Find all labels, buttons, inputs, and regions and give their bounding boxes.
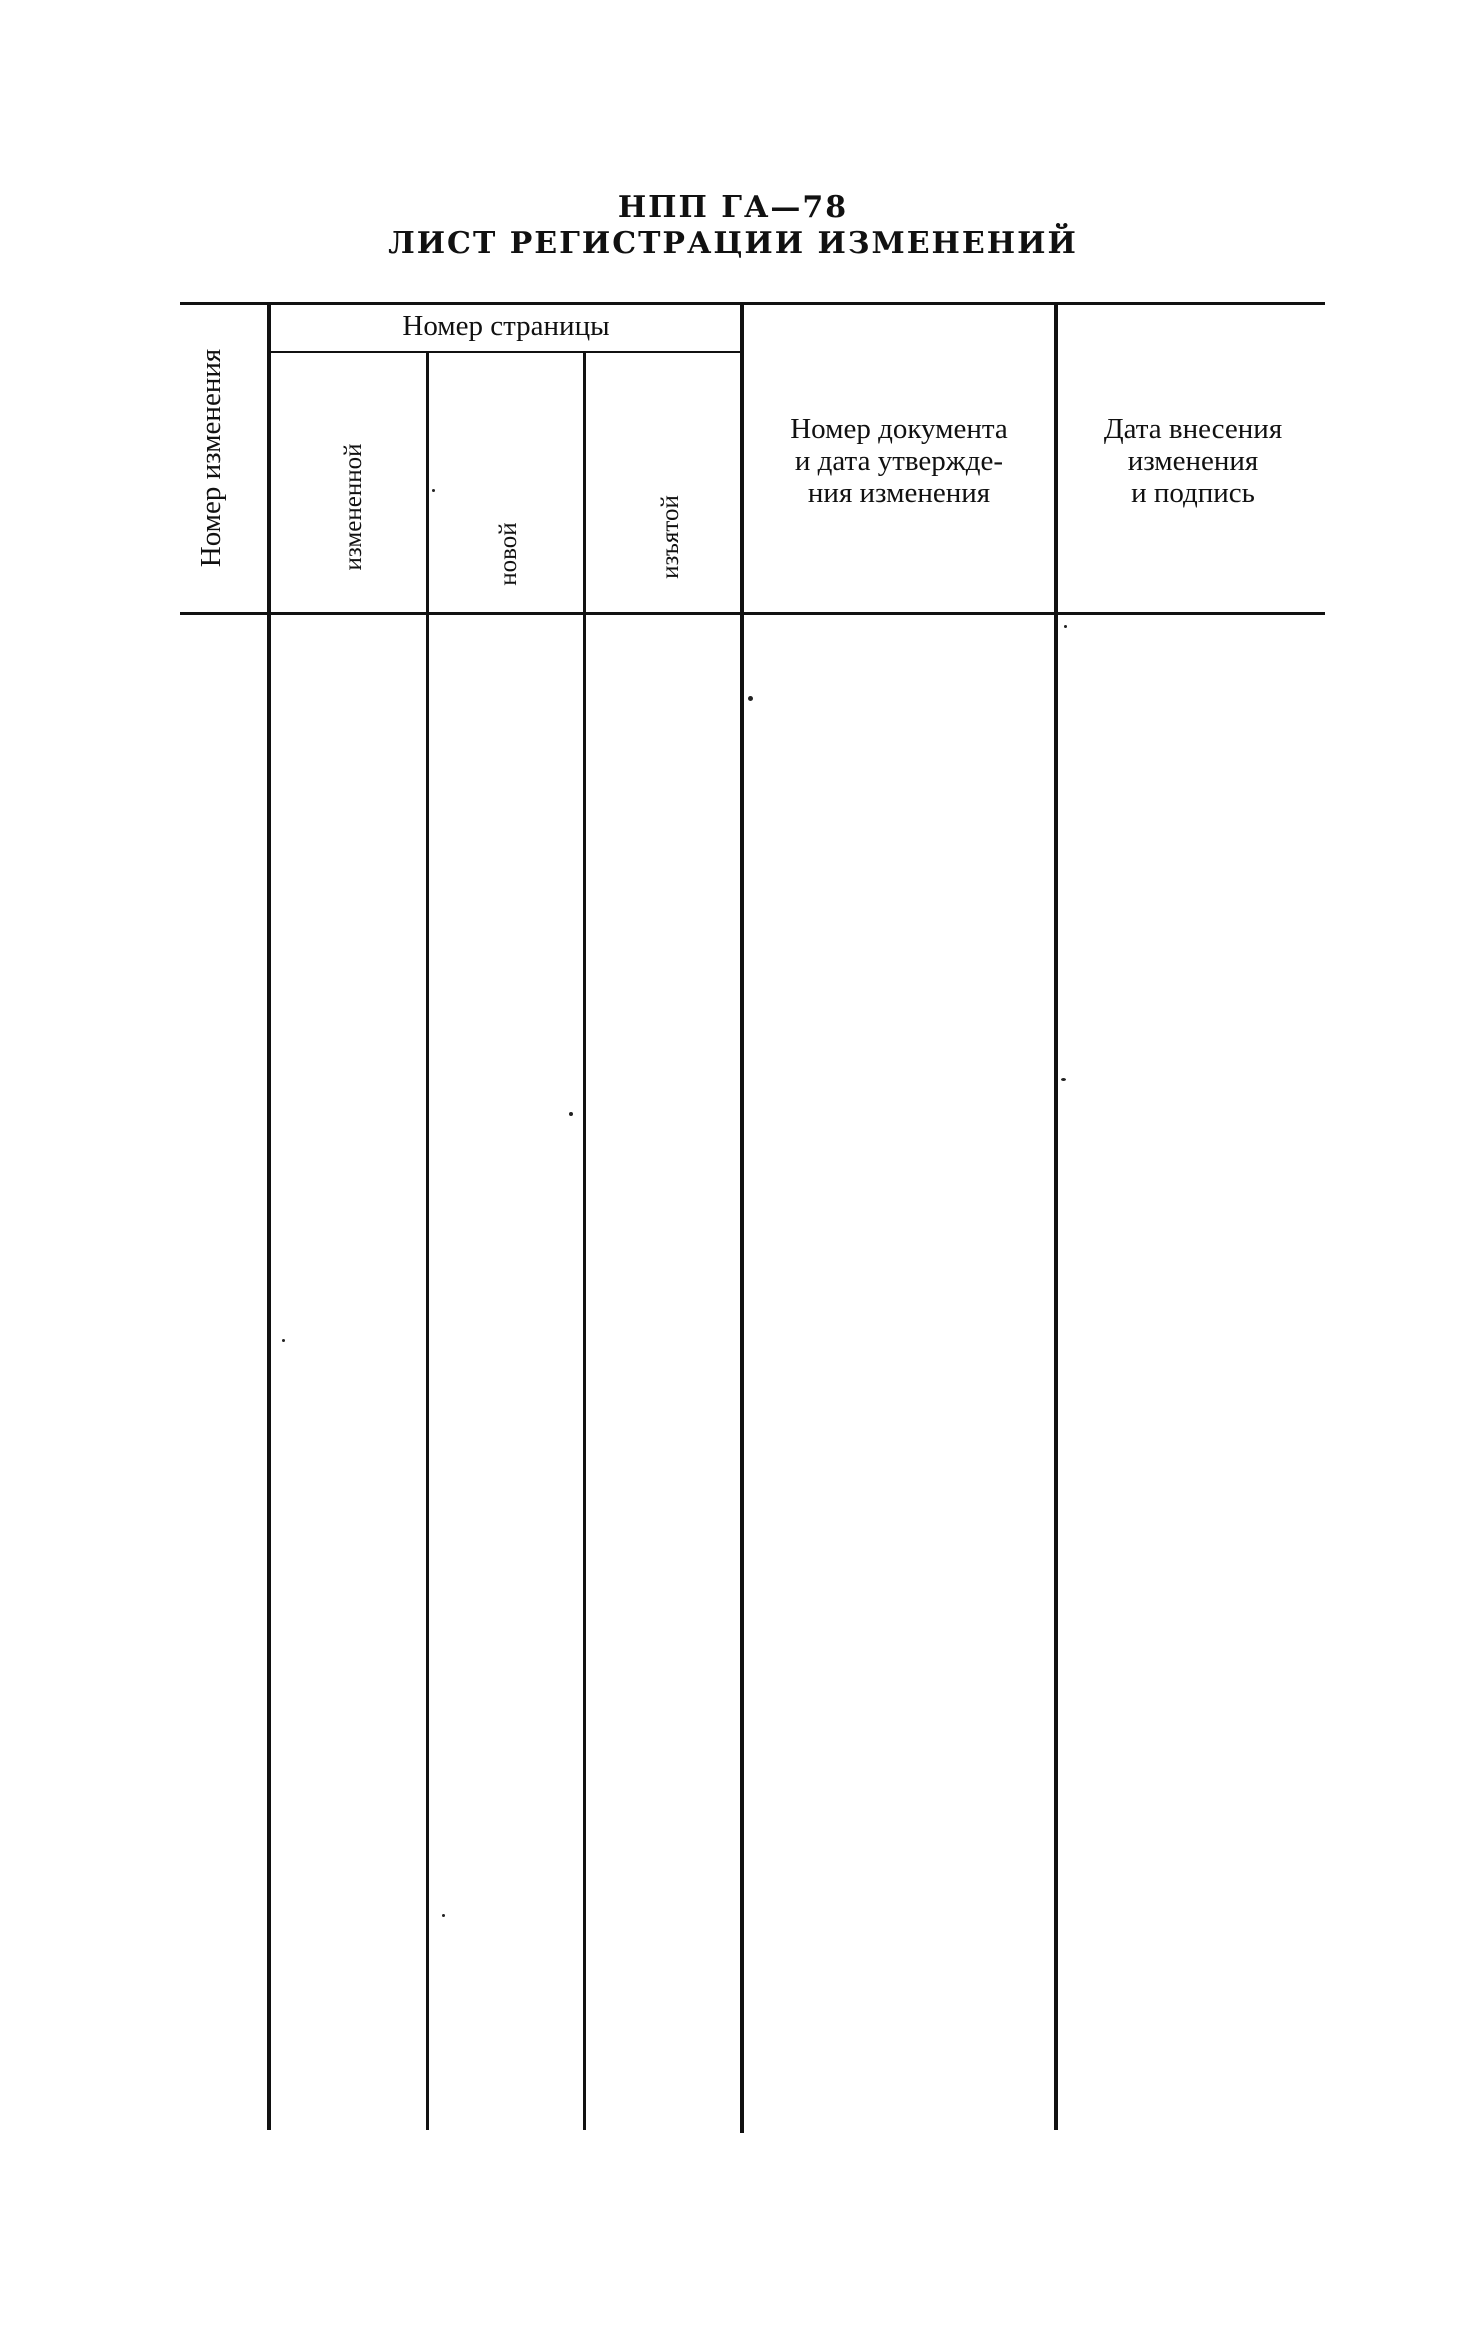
header-date-line-2: изменения [1127,445,1259,477]
header-document-line-2: и дата утвержде- [794,445,1004,477]
scan-speck [1064,625,1067,628]
header-new-page: новой [495,522,522,586]
header-changed-page: измененной [340,443,367,571]
table-top-rule [180,302,1325,305]
header-entry-date [1058,413,1328,509]
header-removed-page: изъятой [657,495,684,579]
scan-speck [432,489,435,492]
scan-speck [748,696,753,701]
table-body [180,615,1325,2130]
header-date-line-1: Дата внесения [1103,413,1283,445]
header-date-line-3: и подпись [1131,477,1255,509]
page-group-rule [269,351,741,353]
scan-speck [1061,1078,1066,1081]
header-page-number-group: Номер страницы [402,310,610,342]
document-code: НПП ГА—78 [617,190,849,225]
header-document-line-1: Номер документа [790,413,1008,445]
scan-speck [282,1339,285,1342]
scan-speck [569,1112,573,1116]
header-change-number: Номер изменения [195,348,227,568]
header-document-number [745,413,1053,509]
scan-speck [442,1914,445,1917]
header-document-line-3: ния изменения [807,477,991,509]
document-title: ЛИСТ РЕГИСТРАЦИИ ИЗМЕНЕНИЙ [388,226,1078,261]
